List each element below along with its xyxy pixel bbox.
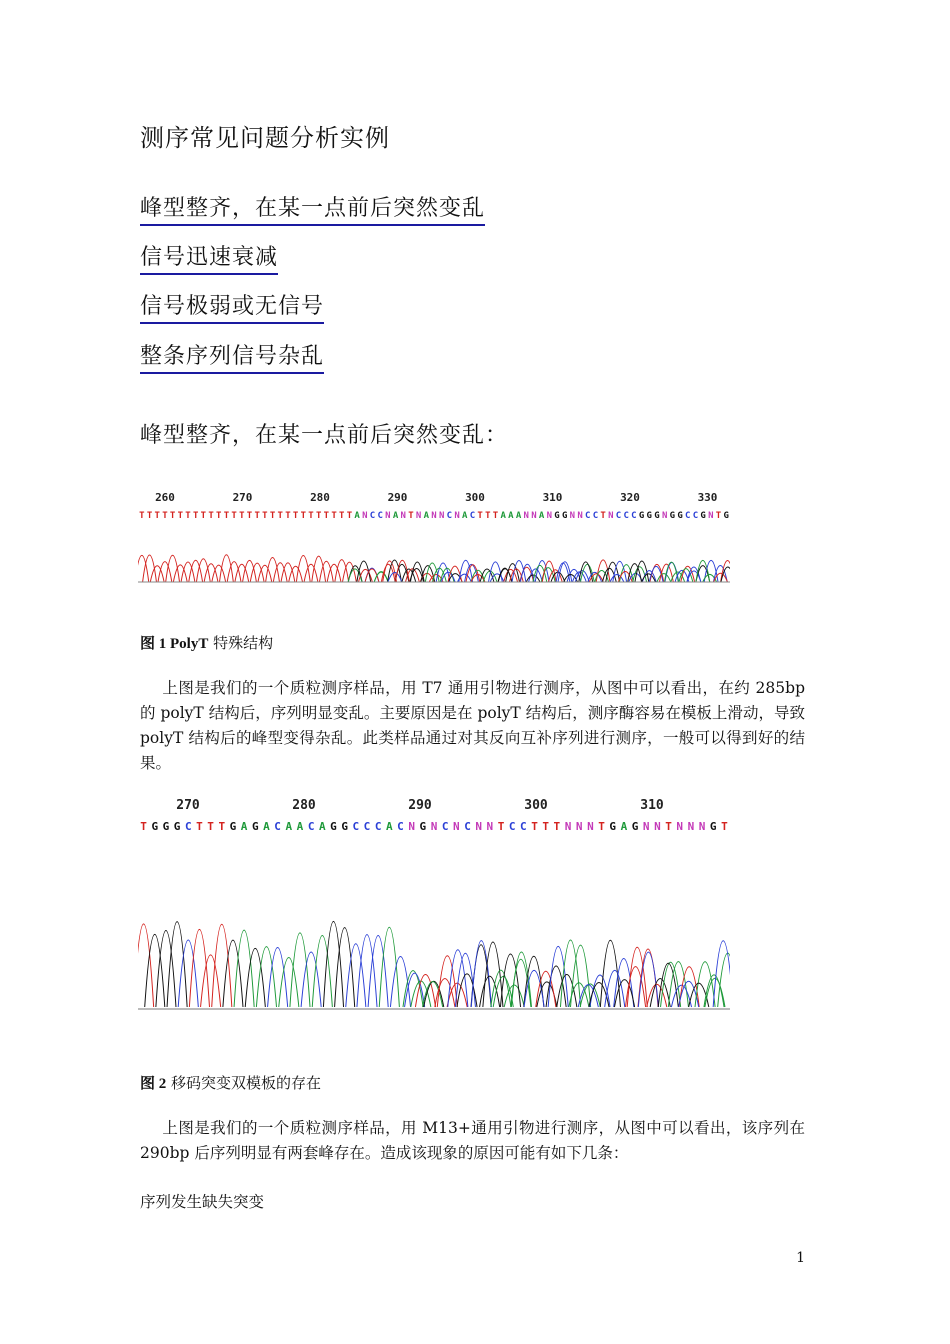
position-ticks (176, 798, 664, 813)
trace-peak (335, 928, 355, 1007)
base-call: N (661, 511, 668, 521)
trace-peak (189, 929, 209, 1007)
trace-peak (266, 557, 280, 582)
base-call: N (564, 820, 572, 833)
base-call: C (615, 511, 622, 521)
trace-peak (279, 957, 299, 1007)
base-call: T (231, 511, 237, 521)
trace-peak (289, 566, 303, 582)
trace-peaks (138, 555, 730, 582)
base-call: N (608, 511, 614, 521)
position-tick: 300 (465, 491, 485, 504)
base-call: C (631, 511, 637, 521)
base-call: G (609, 820, 617, 833)
base-call: C (352, 820, 360, 833)
trace-peak (150, 566, 164, 582)
base-call: T (196, 820, 203, 833)
base-call: A (354, 511, 360, 521)
base-call: A (263, 820, 270, 833)
base-call: A (318, 820, 326, 833)
trace-peak (696, 566, 710, 582)
toc-link-weak-signal[interactable]: 信号极弱或无信号 (140, 293, 324, 324)
base-call: T (154, 511, 160, 521)
base-call: C (623, 511, 629, 521)
trace-peak (219, 555, 233, 582)
base-call: C (446, 511, 453, 521)
base-call: T (315, 511, 322, 521)
base-call: C (363, 820, 371, 833)
base-call: N (575, 820, 583, 833)
base-call: G (723, 511, 729, 521)
base-call: T (323, 511, 330, 521)
figure-2-caption (140, 1072, 321, 1093)
position-tick: 320 (620, 491, 640, 504)
base-call: T (185, 511, 191, 521)
position-tick: 290 (408, 798, 432, 813)
base-call: G (638, 511, 645, 521)
base-call: A (392, 511, 399, 521)
trace-peak (223, 940, 243, 1007)
position-tick: 310 (640, 798, 664, 813)
base-call: G (646, 511, 652, 521)
figure-2-caption-number: 图 2 (140, 1076, 167, 1092)
chromatogram-figure-1 (138, 485, 730, 585)
position-tick: 270 (176, 798, 200, 813)
base-call: T (169, 511, 176, 521)
base-call: N (400, 511, 406, 521)
position-ticks (155, 491, 717, 504)
base-call: A (240, 820, 248, 833)
base-call: G (631, 820, 639, 833)
base-call: T (485, 511, 491, 521)
position-tick: 310 (542, 491, 563, 504)
trace-peak (258, 565, 272, 582)
trace-peak (312, 556, 326, 582)
trace-peak (178, 940, 198, 1007)
base-call: T (208, 511, 214, 521)
base-call: N (687, 820, 695, 833)
figure-1-caption-text: 特殊结构 (208, 634, 274, 652)
base-call: N (546, 511, 553, 521)
base-call: T (239, 511, 245, 521)
trace-peak (480, 569, 494, 582)
base-call: N (577, 511, 583, 521)
trace-peak (256, 947, 276, 1007)
toc-link-sudden-disorder[interactable]: 峰型整齐，在某一点前后突然变乱 (140, 195, 485, 226)
base-call: T (600, 511, 606, 521)
base-call: G (709, 820, 717, 833)
base-call: T (146, 511, 153, 521)
base-call: A (538, 511, 545, 521)
trace-peak (696, 560, 710, 582)
base-call: T (300, 511, 307, 521)
base-call: C (374, 820, 382, 833)
base-call: G (669, 511, 676, 521)
trace-peak (167, 922, 187, 1007)
trace-peak (227, 562, 241, 582)
trace-peak (304, 564, 318, 582)
base-call: C (469, 511, 476, 521)
position-tick: 270 (232, 491, 253, 504)
base-call: T (262, 511, 268, 521)
trace-peak (250, 563, 264, 582)
base-call: A (462, 511, 468, 521)
base-call: A (296, 820, 304, 833)
trace-peak (158, 562, 172, 582)
base-call: C (397, 820, 404, 833)
figure-1-caption (140, 632, 273, 653)
base-call: N (676, 820, 684, 833)
base-call: A (285, 820, 293, 833)
base-call: N (430, 820, 438, 833)
base-call: T (715, 511, 722, 521)
base-call: N (698, 820, 706, 833)
base-call: T (139, 511, 145, 521)
trace-peak (346, 944, 366, 1007)
base-call: G (151, 820, 159, 833)
base-call: T (216, 511, 222, 521)
base-call: T (331, 511, 337, 521)
base-call: G (554, 511, 560, 521)
trace-peak (204, 564, 218, 582)
base-call: N (531, 511, 537, 521)
base-call: T (200, 511, 207, 521)
trace-peak (173, 565, 187, 582)
base-call: T (162, 511, 168, 521)
base-call: T (339, 511, 345, 521)
trace-peak (235, 564, 249, 582)
base-call: G (330, 820, 337, 833)
base-call: C (369, 511, 376, 521)
toc-link-signal-decay[interactable]: 信号迅速衰减 (140, 244, 278, 275)
trace-peak (610, 574, 624, 582)
base-call: C (520, 820, 527, 833)
base-call: G (251, 820, 259, 833)
trace-peak (301, 952, 321, 1007)
base-call: N (523, 511, 529, 521)
base-call: T (177, 511, 183, 521)
base-call: N (453, 820, 460, 833)
base-call: A (423, 511, 430, 521)
base-call: C (692, 511, 699, 521)
base-call: G (561, 511, 568, 521)
trace-peak (415, 974, 435, 1007)
base-call: A (386, 820, 393, 833)
trace-peak (296, 556, 310, 582)
base-call: G (341, 820, 348, 833)
chromatogram-figure-2 (138, 795, 730, 1017)
position-tick: 290 (387, 491, 408, 504)
base-call: C (508, 820, 516, 833)
base-call: T (665, 820, 672, 833)
base-call: T (477, 511, 483, 521)
position-tick: 300 (524, 798, 548, 813)
trace-peak (323, 921, 343, 1007)
base-call: G (654, 511, 660, 521)
toc-link-messy-signal[interactable]: 整条序列信号杂乱 (140, 343, 324, 374)
base-call: T (140, 820, 147, 833)
base-call: T (308, 511, 314, 521)
base-call: T (223, 511, 230, 521)
base-call: T (207, 820, 214, 833)
base-call: C (464, 820, 471, 833)
base-call: C (377, 511, 383, 521)
base-call: N (385, 511, 391, 521)
page-title: 测序常见问题分析实例 (140, 124, 390, 152)
trace-peak (379, 927, 399, 1007)
trace-peak (201, 955, 221, 1007)
base-call: T (492, 511, 499, 521)
base-call: N (642, 820, 650, 833)
base-call: C (307, 820, 315, 833)
base-call: A (620, 820, 628, 833)
base-call: C (274, 820, 281, 833)
base-call: N (408, 820, 415, 833)
base-call: C (184, 820, 192, 833)
section-heading: 峰型整齐，在某一点前后突然变乱： (140, 423, 509, 448)
subheading-deletion-mutation: 序列发生缺失突变 (140, 1193, 265, 1211)
position-tick: 260 (155, 491, 175, 504)
base-call: T (346, 511, 353, 521)
trace-peak (536, 971, 556, 1007)
base-call: N (431, 511, 437, 521)
base-call: N (475, 820, 482, 833)
trace-peak (212, 924, 232, 1007)
base-call: A (515, 511, 522, 521)
base-call: N (587, 820, 594, 833)
figure-1-caption-number: 图 1 PolyT (140, 636, 209, 652)
trace-peak (410, 562, 424, 582)
base-call: T (285, 511, 291, 521)
base-call: T (277, 511, 283, 521)
trace-peak (335, 560, 349, 582)
base-call: N (569, 511, 576, 521)
trace-peak (403, 971, 423, 1007)
paragraph-2 (140, 1116, 805, 1166)
base-call: T (598, 820, 605, 833)
trace-peak (437, 956, 457, 1007)
trace-peak (357, 935, 377, 1007)
trace-peak (290, 933, 310, 1007)
base-call: T (192, 511, 199, 521)
base-call: A (500, 511, 506, 521)
base-call: G (173, 820, 181, 833)
base-call: G (162, 820, 170, 833)
base-call: T (497, 820, 505, 833)
trace-peak (196, 559, 210, 582)
position-tick: 280 (310, 491, 330, 504)
paragraph-1 (140, 676, 805, 776)
trace-peak (504, 985, 524, 1007)
base-call: G (229, 820, 237, 833)
page-number: 1 (796, 1250, 805, 1266)
trace-peak (312, 935, 332, 1007)
base-call: C (685, 511, 691, 521)
base-call: N (654, 820, 661, 833)
base-call: T (254, 511, 260, 521)
base-call: T (553, 820, 561, 833)
base-call: C (592, 511, 599, 521)
base-call: T (721, 820, 728, 833)
base-call: G (700, 511, 706, 521)
base-call: N (454, 511, 460, 521)
base-call: T (246, 511, 253, 521)
trace-peak (319, 561, 333, 582)
base-call: G (677, 511, 683, 521)
base-call: G (419, 820, 427, 833)
trace-peak (243, 560, 257, 582)
base-call: C (441, 820, 449, 833)
base-call: T (542, 820, 550, 833)
base-call: T (292, 511, 299, 521)
trace-peak (635, 561, 649, 582)
trace-peak (483, 942, 503, 1007)
base-call: N (438, 511, 445, 521)
trace-peak (234, 930, 254, 1007)
base-call: N (415, 511, 422, 521)
base-call: C (585, 511, 591, 521)
trace-peak (327, 564, 341, 582)
position-tick: 280 (292, 798, 316, 813)
base-call: N (486, 820, 494, 833)
base-call: T (218, 820, 226, 833)
position-tick: 330 (697, 491, 718, 504)
base-call: A (508, 511, 514, 521)
trace-peaks (138, 921, 730, 1007)
paragraph-1-text: 上图是我们的一个质粒测序样品，用 T7 通用引物进行测序，从图中可以看出，在约 285bp 的 polyT 结构后，序列明显变乱。主要原因是在 polyT 结构后，测序酶容易在模板上滑动，导致 polyT 结构后的峰型变得杂乱。此类样品通过对其反向互补序列进行测序，一般可以得到好的结果。 (140, 679, 805, 772)
paragraph-2-text: 上图是我们的一个质粒测序样品，用 M13+通用引物进行测序，从图中可以看出，该序列在 290bp 后序列明显有两套峰存在。造成该现象的原因可能有如下几条： (140, 1119, 805, 1162)
base-call: T (531, 820, 538, 833)
base-call-sequence (139, 511, 729, 521)
base-call: N (708, 511, 714, 521)
figure-2-caption-text: 移码突变双模板的存在 (166, 1074, 322, 1092)
trace-peak (156, 931, 176, 1007)
base-call: T (408, 511, 414, 521)
base-call: N (362, 511, 368, 521)
base-call-sequence (140, 820, 728, 833)
base-call: T (269, 511, 276, 521)
